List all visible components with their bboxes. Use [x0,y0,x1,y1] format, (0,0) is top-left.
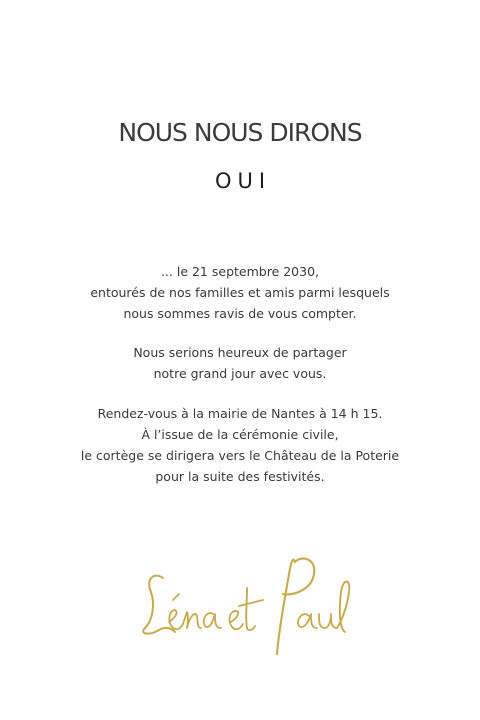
text-line: le cortège se dirigera vers le Château de la Poterie [80,448,400,463]
text-line: pour la suite des festivités. [155,469,325,484]
text-line: ... le 21 septembre 2030, [160,264,320,279]
text-line: Rendez-vous à la mairie de Nantes à 14 h 15. [97,406,383,421]
invitation-paragraph-share [0,342,480,384]
headline-oui: OUI [214,169,272,193]
text-line: notre grand jour avec vous. [153,366,327,381]
text-line: Nous serions heureux de partager [133,345,347,360]
invitation-paragraph-date [0,261,480,324]
invitation-paragraph-venue [0,403,480,487]
text-line: entourés de nos familles et amis parmi lesquels [90,285,390,300]
signature-strokes [143,559,349,654]
text-line: À l’issue de la cérémonie civile, [141,427,339,442]
text-line: nous sommes ravis de vous compter. [123,306,357,321]
headline-nous-nous-dirons: NOUS NOUS DIRONS [118,118,362,147]
signature-lena-et-paul [135,548,355,660]
